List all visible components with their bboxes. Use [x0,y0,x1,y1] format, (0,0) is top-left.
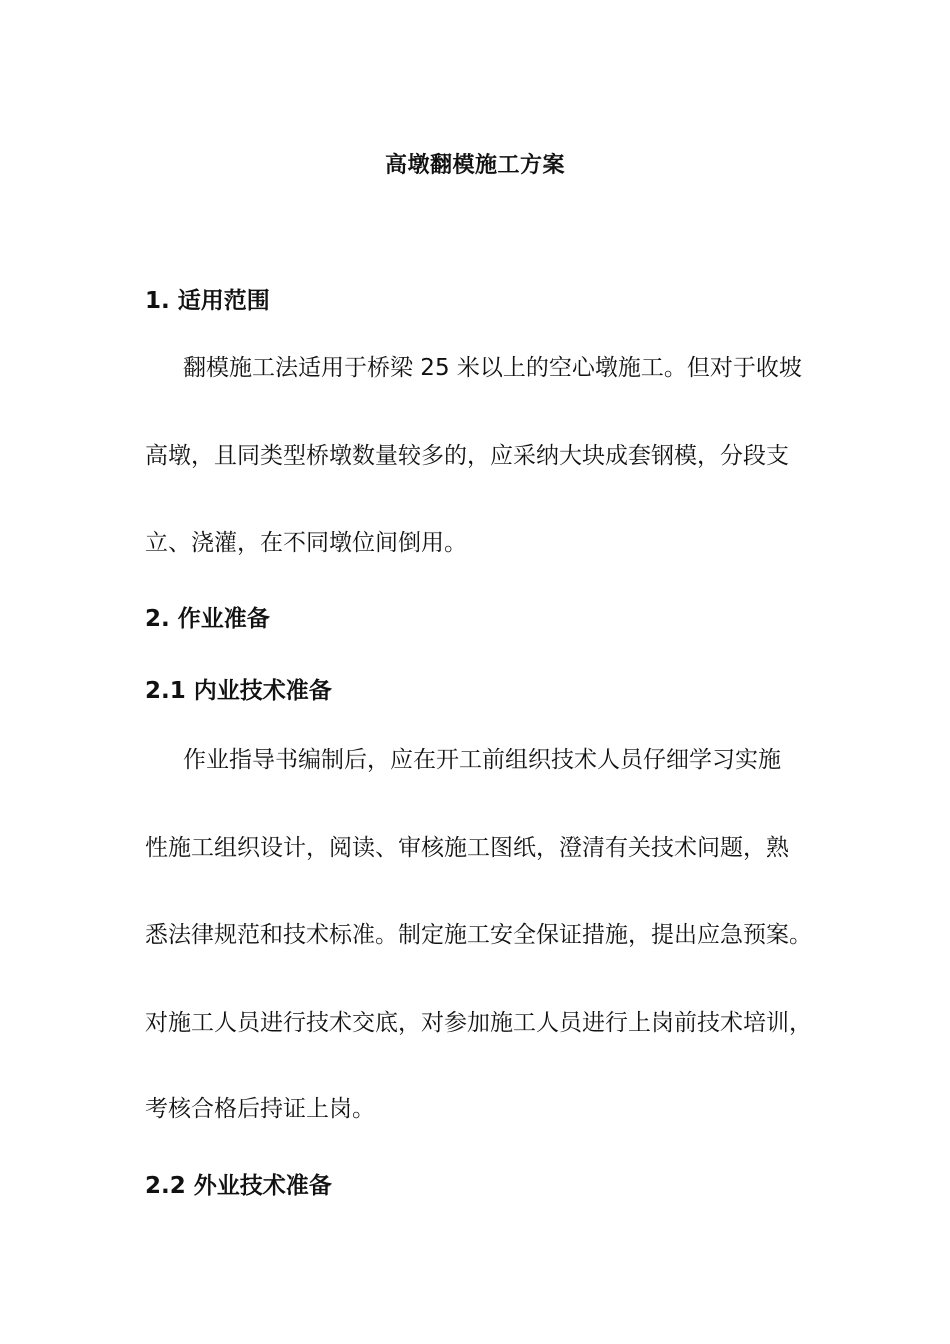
section-2-heading: 2. 作业准备 [145,606,270,632]
section-2-1-heading: 2.1 内业技术准备 [145,678,332,704]
section-2-2-heading: 2.2 外业技术准备 [145,1173,332,1199]
section-1-heading: 1. 适用范围 [145,288,270,314]
section-1-paragraph-line-2: 高墩，且同类型桥墩数量较多的，应采纳大块成套钢模，分段支 [145,443,789,469]
document-title: 高墩翻模施工方案 [384,153,565,178]
section-2-1-paragraph-line-1: 作业指导书编制后，应在开工前组织技术人员仔细学习实施 [183,747,781,773]
section-1-paragraph-line-1: 翻模施工法适用于桥梁 25 米以上的空心墩施工。但对于收坡 [183,355,802,381]
section-2-1-paragraph-line-5: 考核合格后持证上岗。 [145,1096,375,1122]
section-2-1-paragraph-line-4: 对施工人员进行技术交底，对参加施工人员进行上岗前技术培训， [145,1010,812,1036]
section-2-1-paragraph-line-2: 性施工组织设计，阅读、审核施工图纸，澄清有关技术问题，熟 [145,835,789,861]
section-2-1-paragraph-line-3: 悉法律规范和技术标准。制定施工安全保证措施，提出应急预案。 [145,922,812,948]
section-1-paragraph-line-3: 立、浇灌，在不同墩位间倒用。 [145,530,467,556]
